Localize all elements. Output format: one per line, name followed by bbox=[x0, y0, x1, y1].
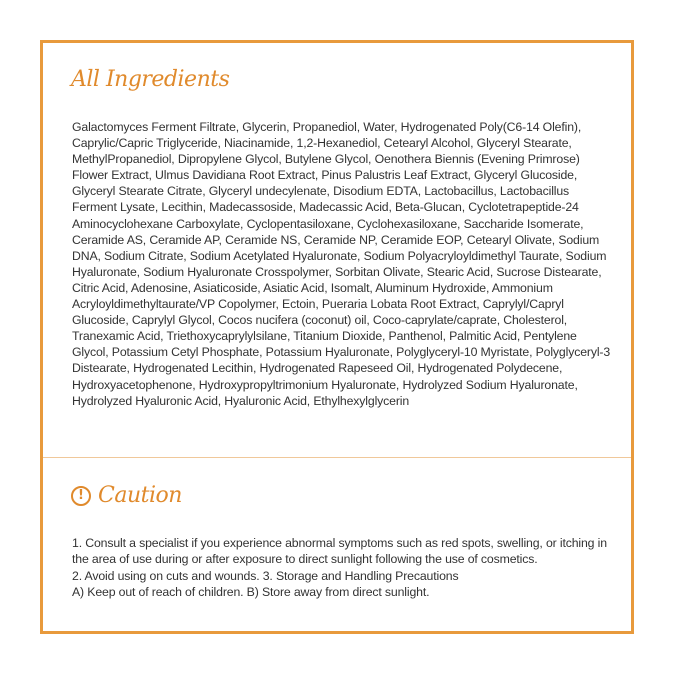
caution-line-3: A) Keep out of reach of children. B) Store away from direct sunlight. bbox=[72, 584, 430, 599]
caution-heading: Caution bbox=[98, 483, 182, 508]
ingredients-section bbox=[43, 43, 631, 459]
ingredients-heading: All Ingredients bbox=[71, 67, 230, 92]
ingredients-list: Galactomyces Ferment Filtrate, Glycerin, Propanediol, Water, Hydrogenated Poly(C6-14 Olefin), Caprylic/Capric Triglyceride, Niacinamide, 1,2-Hexanediol, Cetearyl Alcohol, Glyceryl Stearate, MethylPropanediol, Dipropylene Glycol, Butylene Glycol, Oenothera Biennis (Evening Primrose) Flower Extract, Ulmus Davidiana Root Extract, Pinus Palustris Leaf Extract, Glyceryl Glucoside, Glyceryl Stearate Citrate, Glyceryl undecylenate, Disodium EDTA, Lactobacillus, Lactobacillus Ferment Lysate, Lecithin, Madecassoside, Madecassic Acid, Beta-Glucan, Cyclotetrapeptide-24 Aminocyclohexane Carboxylate, Cyclopentasiloxane, Cyclohexasiloxane, Saccharide Isomerate, Ceramide AS, Ceramide AP, Ceramide NS, Ceramide NP, Ceramide EOP, Cetearyl Olivate, Sodium DNA, Sodium Citrate, Sodium Acetylated Hyaluronate, Sodium Polyacryloyldimethyl Taurate, Sodium Hyaluronate, Sodium Hyaluronate Crosspolymer, Sorbitan Olivate, Stearic Acid, Sucrose Distearate, Citric Acid, Adenosine, Asiaticoside, Asiatic Acid, Isomalt, Aluminum Hydroxide, Ammonium Acryloyldimethyltaurate/VP Copolymer, Ectoin, Pueraria Lobata Root Extract, Caprylyl/Capryl Glucoside, Caprylyl Glycol, Cocos nucifera (coconut) oil, Coco-caprylate/caprate, Cholesterol, Tranexamic Acid, Triethoxycaprylylsilane, Titanium Dioxide, Panthenol, Palmitic Acid, Pentylene Glycol, Potassium Cetyl Phosphate, Potassium Hyaluronate, Polyglyceryl-10 Myristate, Polyglyceryl-3 Distearate, Hydrogenated Lecithin, Hydrogenated Rapeseed Oil, Hydrogenated Polydecene, Hydroxyacetophenone, Hydroxypropyltrimonium Hyaluronate, Hydrolyzed Sodium Hyaluronate, Hydrolyzed Hyaluronic Acid, Hyaluronic Acid, Ethylhexylglycerin bbox=[72, 120, 611, 408]
info-panel bbox=[40, 40, 634, 634]
caution-line-1: 1. Consult a specialist if you experience abnormal symptoms such as red spots, swelling, or itching in the area of use during or after exposure to direct sunlight following the use of cosmetics. bbox=[72, 536, 607, 567]
caution-line-2: 2. Avoid using on cuts and wounds. 3. Storage and Handling Precautions bbox=[72, 568, 459, 583]
caution-heading-row bbox=[71, 483, 182, 508]
caution-body bbox=[72, 535, 612, 600]
exclamation-circle-icon: ! bbox=[71, 486, 91, 506]
caution-section bbox=[43, 459, 631, 634]
section-divider bbox=[43, 457, 631, 458]
